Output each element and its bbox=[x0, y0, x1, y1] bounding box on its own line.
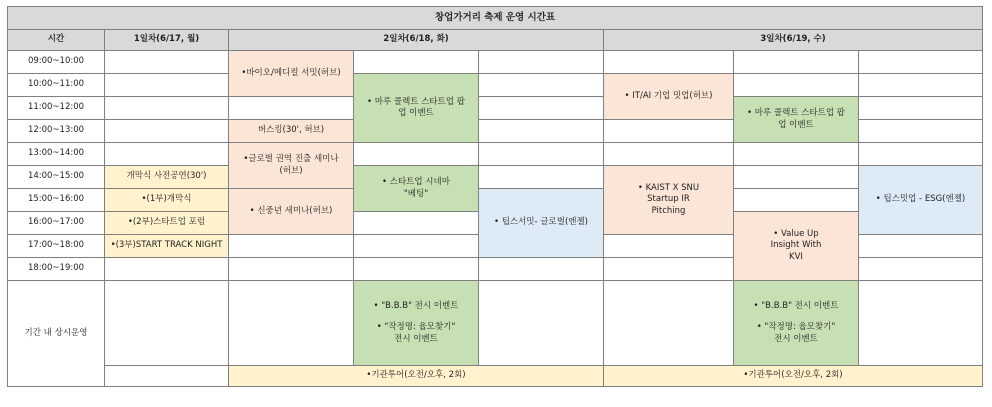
event-night: •(3부)START TRACK NIGHT bbox=[105, 235, 229, 258]
event-day2-popup: • 마루 콜렉트 스타트업 팝 업 이벤트 bbox=[354, 74, 479, 143]
time-cell: 12:00~13:00 bbox=[8, 120, 105, 143]
period-label: 기간 내 상시운영 bbox=[8, 281, 105, 387]
empty-cell bbox=[354, 258, 479, 281]
empty-cell bbox=[859, 74, 983, 97]
time-cell: 14:00~15:00 bbox=[8, 166, 105, 189]
event-day2-find-name: • "작정명: 윱모찾기" 전시 이벤트 bbox=[376, 322, 456, 344]
header-day1: 1일차(6/17, 월) bbox=[105, 30, 229, 51]
event-day3-bbb: • "B.B.B" 전시 이벤트 bbox=[753, 300, 839, 311]
empty-cell bbox=[354, 143, 479, 166]
event-valueup: • Value Up Insight With KVI bbox=[734, 212, 859, 281]
event-cinema: • 스타트업 시네마 "베팅" bbox=[354, 166, 479, 212]
event-opening-show: 개막식 사전공연(30') bbox=[105, 166, 229, 189]
event-day3-tour: •기관투어(오전/오후, 2회) bbox=[604, 366, 983, 387]
empty-cell bbox=[479, 97, 604, 120]
empty-cell bbox=[859, 235, 983, 258]
schedule-table bbox=[7, 6, 983, 387]
empty-cell bbox=[479, 166, 604, 189]
empty-cell bbox=[859, 143, 983, 166]
time-cell: 13:00~14:00 bbox=[8, 143, 105, 166]
empty-cell bbox=[604, 281, 734, 366]
empty-cell bbox=[229, 97, 354, 120]
empty-cell bbox=[734, 143, 859, 166]
schedule-sheet bbox=[7, 6, 982, 399]
time-cell: 17:00~18:00 bbox=[8, 235, 105, 258]
empty-cell bbox=[105, 51, 229, 74]
spacer bbox=[736, 312, 856, 322]
empty-cell bbox=[604, 258, 734, 281]
empty-cell bbox=[734, 166, 859, 189]
event-tips-esg: • 팁스밋업 - ESG(엔젤) bbox=[859, 166, 983, 235]
empty-cell bbox=[229, 235, 354, 258]
header-day3: 3일차(6/19, 수) bbox=[604, 30, 983, 51]
event-day2-bbb: • "B.B.B" 전시 이벤트 bbox=[373, 300, 459, 311]
empty-cell bbox=[479, 51, 604, 74]
empty-cell bbox=[479, 74, 604, 97]
empty-cell bbox=[859, 281, 983, 366]
empty-cell bbox=[105, 97, 229, 120]
header-day2: 2일차(6/18, 화) bbox=[229, 30, 604, 51]
empty-cell bbox=[604, 235, 734, 258]
empty-cell bbox=[354, 212, 479, 235]
empty-cell bbox=[859, 258, 983, 281]
time-cell: 16:00~17:00 bbox=[8, 212, 105, 235]
event-day2-tour: •기관투어(오전/오후, 2회) bbox=[229, 366, 604, 387]
empty-cell bbox=[354, 51, 479, 74]
event-day3-popup: • 마루 콜렉트 스타트업 팝 업 이벤트 bbox=[734, 97, 859, 143]
event-young-seminar: • 신중년 세미나(허브) bbox=[229, 189, 354, 235]
schedule-title: 창업가거리 축제 운영 시간표 bbox=[8, 7, 983, 30]
empty-cell bbox=[105, 281, 229, 366]
time-cell: 18:00~19:00 bbox=[8, 258, 105, 281]
event-global-seminar: •글로벌 권역 진출 세미나 (허브) bbox=[229, 143, 354, 189]
empty-cell bbox=[859, 120, 983, 143]
empty-cell bbox=[105, 143, 229, 166]
header-time: 시간 bbox=[8, 30, 105, 51]
spacer bbox=[356, 312, 476, 322]
empty-cell bbox=[354, 235, 479, 258]
empty-cell bbox=[859, 97, 983, 120]
event-day3-find-name: • "작정명: 윱모찾기" 전시 이벤트 bbox=[756, 322, 836, 344]
empty-cell bbox=[479, 258, 604, 281]
empty-cell bbox=[604, 51, 734, 74]
empty-cell bbox=[105, 258, 229, 281]
empty-cell bbox=[479, 143, 604, 166]
empty-cell bbox=[479, 120, 604, 143]
time-cell: 15:00~16:00 bbox=[8, 189, 105, 212]
time-cell: 11:00~12:00 bbox=[8, 97, 105, 120]
event-day2-exhibit bbox=[354, 281, 479, 366]
event-kaist-snu: • KAIST X SNU Startup IR Pitching bbox=[604, 166, 734, 235]
event-itai-meetup: • IT/AI 기업 밋업(허브) bbox=[604, 74, 734, 120]
time-cell: 09:00~10:00 bbox=[8, 51, 105, 74]
empty-cell bbox=[229, 258, 354, 281]
empty-cell bbox=[479, 281, 604, 366]
empty-cell bbox=[859, 51, 983, 74]
empty-cell bbox=[229, 281, 354, 366]
empty-cell bbox=[105, 74, 229, 97]
empty-cell bbox=[105, 120, 229, 143]
empty-cell bbox=[734, 74, 859, 97]
event-busking: 버스킹(30', 허브) bbox=[229, 120, 354, 143]
empty-cell bbox=[734, 51, 859, 74]
empty-cell bbox=[105, 366, 229, 387]
empty-cell bbox=[734, 189, 859, 212]
event-opening: •(1부)개막식 bbox=[105, 189, 229, 212]
event-bio-summit: •바이오/메디컬 서밋(허브) bbox=[229, 51, 354, 97]
event-day3-exhibit bbox=[734, 281, 859, 366]
empty-cell bbox=[604, 143, 734, 166]
empty-cell bbox=[604, 120, 734, 143]
time-cell: 10:00~11:00 bbox=[8, 74, 105, 97]
event-tips-summit: • 팁스서밋- 글로벌(엔젤) bbox=[479, 189, 604, 258]
event-forum: •(2부)스타트업 포럼 bbox=[105, 212, 229, 235]
